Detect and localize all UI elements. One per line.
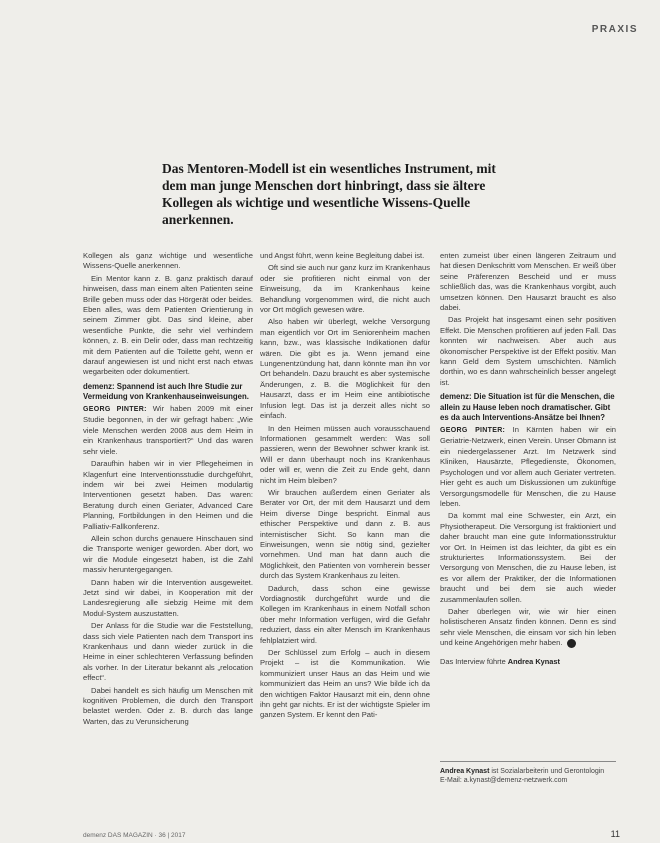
page-number: 11 <box>610 829 620 839</box>
magazine-footer: demenz DAS MAGAZIN · 36 | 2017 <box>83 832 186 839</box>
paragraph: Ein Mentor kann z. B. ganz praktisch darauf hinweisen, dass man einem alten Patienten seine Brille geben muss oder das Hörgerät oder beides. Eben alles, was dem Patienten Orientierung in seinem Zimmer gibt. Das sind kleine, aber wesentliche Punkte, die sehr viel verhindern können, z. B. ein Delir oder, dass man rechtzeitig mit dem Patienten auf die Toilette geht, wenn er darauf angewiesen ist und nicht erst nach etwas wegarbeiten oder dokumentiert. <box>83 273 253 377</box>
paragraph: Der Anlass für die Studie war die Feststellung, dass sich viele Patienten nach dem Transport ins Krankenhaus und dann wieder zurück in die Heime in einer schlechteren Verfassung befinden als vorher. In der Literatur bekannt als „relocation effect“. <box>83 621 253 683</box>
paragraph: enten zumeist über einen längeren Zeitraum und hat diesen Denkschritt vom Menschen. Er weiß über seine Präferenzen Bescheid und er muss schließlich das, was die Krankenhaus vorgibt, auch umsetzen können. Den Hausarzt braucht es also dabei. <box>440 251 616 313</box>
paragraph: und Angst führt, wenn keine Begleitung dabei ist. <box>260 251 425 260</box>
paragraph: Dabei handelt es sich häufig um Menschen mit kognitiven Problemen, die durch den Transport belastet werden. Oder z. B. durch das lange Warten, das zu Verunsicherung <box>83 685 253 726</box>
paragraph <box>440 607 616 649</box>
paragraph: Wir brauchen außerdem einen Geriater als Berater vor Ort, der mit dem Hausarzt und dem Heim diverse Dinge bespricht. Einmal aus ethischer Perspektive und dann z. B. aus internistischer Sicht. So kann man die Einweisungen, wenn sie nötig sind, gezielter vornehmen. Und man hat dann auch die Möglichkeit, den Patienten von vornherein besser durch das System Krankenhaus zu leiten. <box>260 487 430 581</box>
answer-text: Wir haben 2009 mit einer Studie begonnen, in der wir gefragt haben: „Wie viele Menschen werden 2008 aus dem Heim in ein Krankenhaus transportiert?“ Und das waren sehr viele. <box>83 404 253 456</box>
paragraph: Dadurch, dass schon eine gewisse Vordiagnostik durchgeführt wurde und die Kollegen im Krankenhaus in einem Notfall schon über mehr Information verfügen, wird die Gefahr reduziert, dass ein alter Mensch im Krankenhaus fehlplatziert wird. <box>260 583 430 645</box>
answer-text: In Kärnten haben wir ein Geriatrie-Netzwerk, einen Verein. Unser Obmann ist ein niedergelassener Arzt. Im Netzwerk sind Kliniken, Hausärzte, Pflegedienste, Ökonomen, Psychologen und vor allem auch Geriater vertreten. Hier geht es auch um Diskussionen um zukünftige Versorgungsmodelle für Menschen, die zu Hause leben. <box>440 425 616 508</box>
interview-question: demenz: Die Situation ist für die Menschen, die allein zu Hause leben noch dramatischer. Gibt es da auch Interventions-Ansätze bei Ihnen? <box>440 392 615 423</box>
paragraph: Da kommt mal eine Schwester, ein Arzt, ein Physiotherapeut. Die Versorgung ist fraktioniert und daher braucht man eine gute Informationsstruktur vor Ort. In Heimen ist das leichter, da gibt es ein strukturiertes Informationssystem. Bei der Versorgung von Menschen, die zu Hause leben, ist es vor allem der Praktiker, der die Informationen braucht und bei dem sie auch wieder zusammenlaufen sollen. <box>440 511 616 604</box>
author-role: ist Sozialarbeiterin und Gerontologin <box>491 768 605 775</box>
credit-name: Andrea Kynast <box>507 656 560 666</box>
speaker-label: GEORG PINTER: <box>83 406 147 414</box>
interview-credit <box>440 657 616 667</box>
paragraph: Daraufhin haben wir in vier Pflegeheimen in Klagenfurt eine Interventionsstudie durchgeführt, indem wir bei zwei Heimen modulartig Interventionen gesetzt haben. Das waren: Beratung durch einen Geriater, Advanced Care Planning, Fortbildungen in den Heimen und die Palliativ-Fallkonferenz. <box>83 459 253 531</box>
author-info-box <box>440 761 616 786</box>
paragraph: Dann haben wir die Intervention ausgeweitet. Jetzt sind wir dabei, in Kooperation mit der Landesregierung alle siebzig Heime mit dem Modul-System auszustatten. <box>83 577 253 618</box>
paragraph: Allein schon durchs genauere Hinschauen sind die Transporte weniger geworden. Aber dort, wo wir die Module eingesetzt haben, ist die Zahl massiv heruntergegangen. <box>83 533 253 575</box>
speaker-label: GEORG PINTER: <box>440 427 506 435</box>
author-name: Andrea Kynast <box>440 768 490 775</box>
paragraph: In den Heimen müssen auch vorausschauend Informationen gesammelt werden: Was soll passieren, wenn der Bewohner schwer krank ist. Will er dann überhaupt noch ins Krankenhaus oder will er, wenn die Zeit zu Ende geht, dann nicht im Heim bleiben? <box>260 423 430 485</box>
paragraph: Der Schlüssel zum Erfolg – auch in diesem Projekt – ist die Kommunikation. Wie kommuniziert unser Haus an das Heim und wie kommuniziert das Heim an uns? Wie bilde ich da den wichtigen Faktor Hausarzt mit ein, denn ohne ihn geht gar nichts. Er ist der wichtigste Spieler im ganzen System. Er kennt den Pati- <box>260 648 430 720</box>
text-column-3 <box>440 251 616 669</box>
paragraph: Oft sind sie auch nur ganz kurz im Krankenhaus oder sie profitieren nicht einmal von der Einweisung, da im Krankenhaus keine Behandlung vorgenommen wird, die nicht auch vor Ort möglich gewesen wäre. <box>260 263 430 315</box>
paragraph <box>440 425 616 509</box>
paragraph: Das Projekt hat insgesamt einen sehr positiven Effekt. Die Menschen profitieren auf jeden Fall. Das konnten wir nachweisen. Aber auch aus ökonomischer Perspektive ist der Effekt positiv. Man kann Geld dem System umschichten. Nämlich dorthin, wo es dann wahrscheinlich besser angelegt ist. <box>440 315 616 387</box>
text-column-2 <box>260 251 430 723</box>
text-column-1 <box>83 251 253 729</box>
credit-prefix: Das Interview führte <box>440 656 506 666</box>
paragraph: Also haben wir überlegt, welche Versorgung man eigentlich vor Ort im Seniorenheim machen kann, bzw., was klassische Indikationen dafür wären. Die gibt es ja. Wenn jemand eine Lungenentzündung hat, dann könnte man ihn vor Ort behandeln. Dazu braucht es aber systemische Änderungen, z. B. die Möglichkeit für den Hausarzt, dass er im Heim eine antibiotische Infusion legt. Das ist ja derzeit alles nicht so einfach. <box>260 317 430 421</box>
section-label: PRAXIS <box>591 24 638 35</box>
answer-text: Daher überlegen wir, wie wir hier einen holistischeren Ansatz finden können. Denn es sind sehr viele Menschen, die einsam vor sich hin leben und keine Angehörigen mehr haben. <box>440 606 616 648</box>
interview-question: demenz: Spannend ist auch Ihre Studie zur Vermeidung von Krankenhauseinweisungen. <box>83 381 249 402</box>
paragraph: Kollegen als ganz wichtige und wesentliche Wissens-Quelle anerkennen. <box>83 251 253 271</box>
author-email[interactable]: E-Mail: a.kynast@demenz-netzwerk.com <box>440 777 568 785</box>
end-of-article-icon <box>567 639 576 648</box>
paragraph <box>83 404 253 457</box>
pull-quote: Das Mentoren-Modell ist ein wesentliches Instrument, mit dem man junge Menschen dort hinbringt, dass sie ältere Kollegen als wichtige und wesentliche Wissens-Quelle anerkennen. <box>162 161 496 227</box>
